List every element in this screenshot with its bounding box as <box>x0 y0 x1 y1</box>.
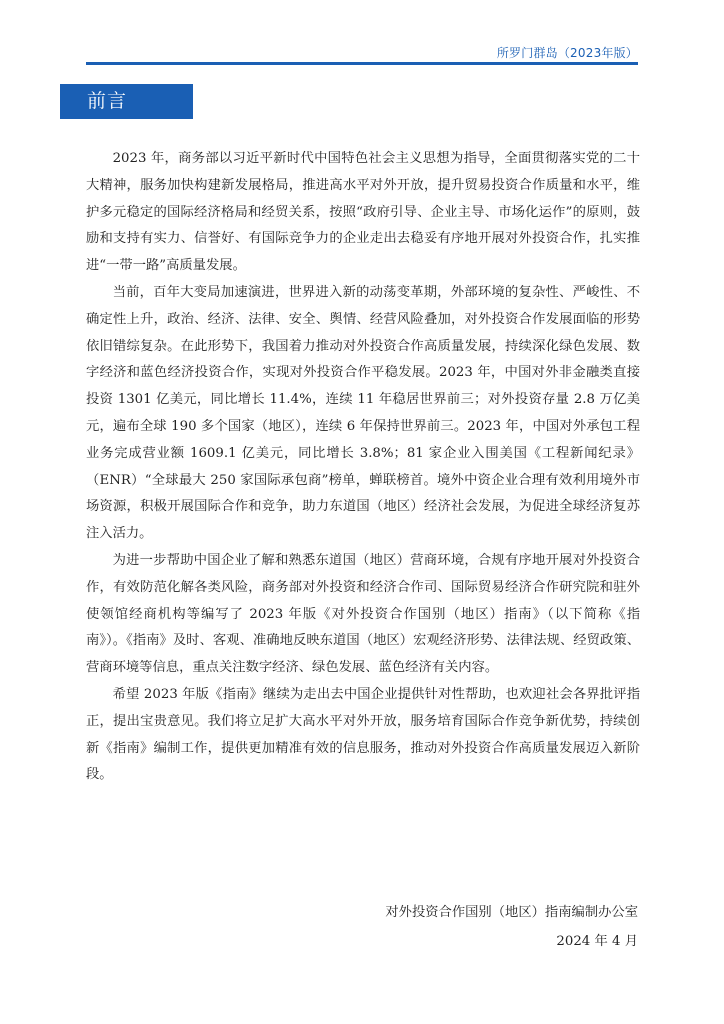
signature-office: 对外投资合作国别（地区）指南编制办公室 <box>385 905 638 920</box>
preface-paragraph-3: 为进一步帮助中国企业了解和熟悉东道国（地区）营商环境，合规有序地开展对外投资合作，有效防范化解各类风险，商务部对外投资和经济合作司、国际贸易经济合作研究院和驻外使领馆经商机构等编写了 2023 年版《对外投资合作国别（地区）指南》（以下简称《指南》）。《指南》及时、客观、准确地反映东道国（地区）宏观经济形势、法律法规、经贸政策、营商环境等信息，重点关注数字经济、绿色发展、蓝色经济有关内容。 <box>86 552 640 676</box>
signature-date: 2024 年 4 月 <box>556 934 638 949</box>
section-title: 前言 <box>87 90 128 112</box>
signature-block <box>385 899 638 955</box>
running-header-title: 所罗门群岛（2023年版） <box>496 46 638 60</box>
preface-paragraph-2: 当前，百年大变局加速演进，世界进入新的动荡变革期，外部环境的复杂性、严峻性、不确定性上升，政治、经济、法律、安全、舆情、经营风险叠加，对外投资合作发展面临的形势依旧错综复杂。在此形势下，我国着力推动对外投资合作高质量发展，持续深化绿色发展、数字经济和蓝色经济投资合作，实现对外投资合作平稳发展。2023 年，中国对外非金融类直接投资 1301 亿美元，同比增长 11.4%，连续 11 年稳居世界前三；对外投资存量 2.8 万亿美元，遍布全球 190 多个国家（地区），连续 6 年保持世界前三。2023 年，中国对外承包工程业务完成营业额 1609.1 亿美元，同比增长 3.8%；81 家企业入围美国《工程新闻纪录》（ENR）“全球最大 250 家国际承包商”榜单，蝉联榜首。境外中资企业合理有效利用境外市场资源，积极开展国际合作和竞争，助力东道国（地区）经济社会发展，为促进全球经济复苏注入活力。 <box>86 284 640 542</box>
header-divider <box>86 62 638 65</box>
preface-paragraph-4: 希望 2023 年版《指南》继续为走出去中国企业提供针对性帮助，也欢迎社会各界批评指正，提出宝贵意见。我们将立足扩大高水平对外开放，服务培育国际合作竞争新优势，持续创新《指南》编制工作，提供更加精准有效的信息服务，推动对外投资合作高质量发展迈入新阶段。 <box>86 686 640 783</box>
preface-body <box>86 146 640 789</box>
preface-paragraph-1: 2023 年，商务部以习近平新时代中国特色社会主义思想为指导，全面贯彻落实党的二十大精神，服务加快构建新发展格局，推进高水平对外开放，提升贸易投资合作质量和水平，维护多元稳定的国际经济格局和经贸关系，按照“政府引导、企业主导、市场化运作”的原则，鼓励和支持有实力、信誉好、有国际竞争力的企业走出去稳妥有序地开展对外投资合作，扎实推进“一带一路”高质量发展。 <box>86 151 640 274</box>
